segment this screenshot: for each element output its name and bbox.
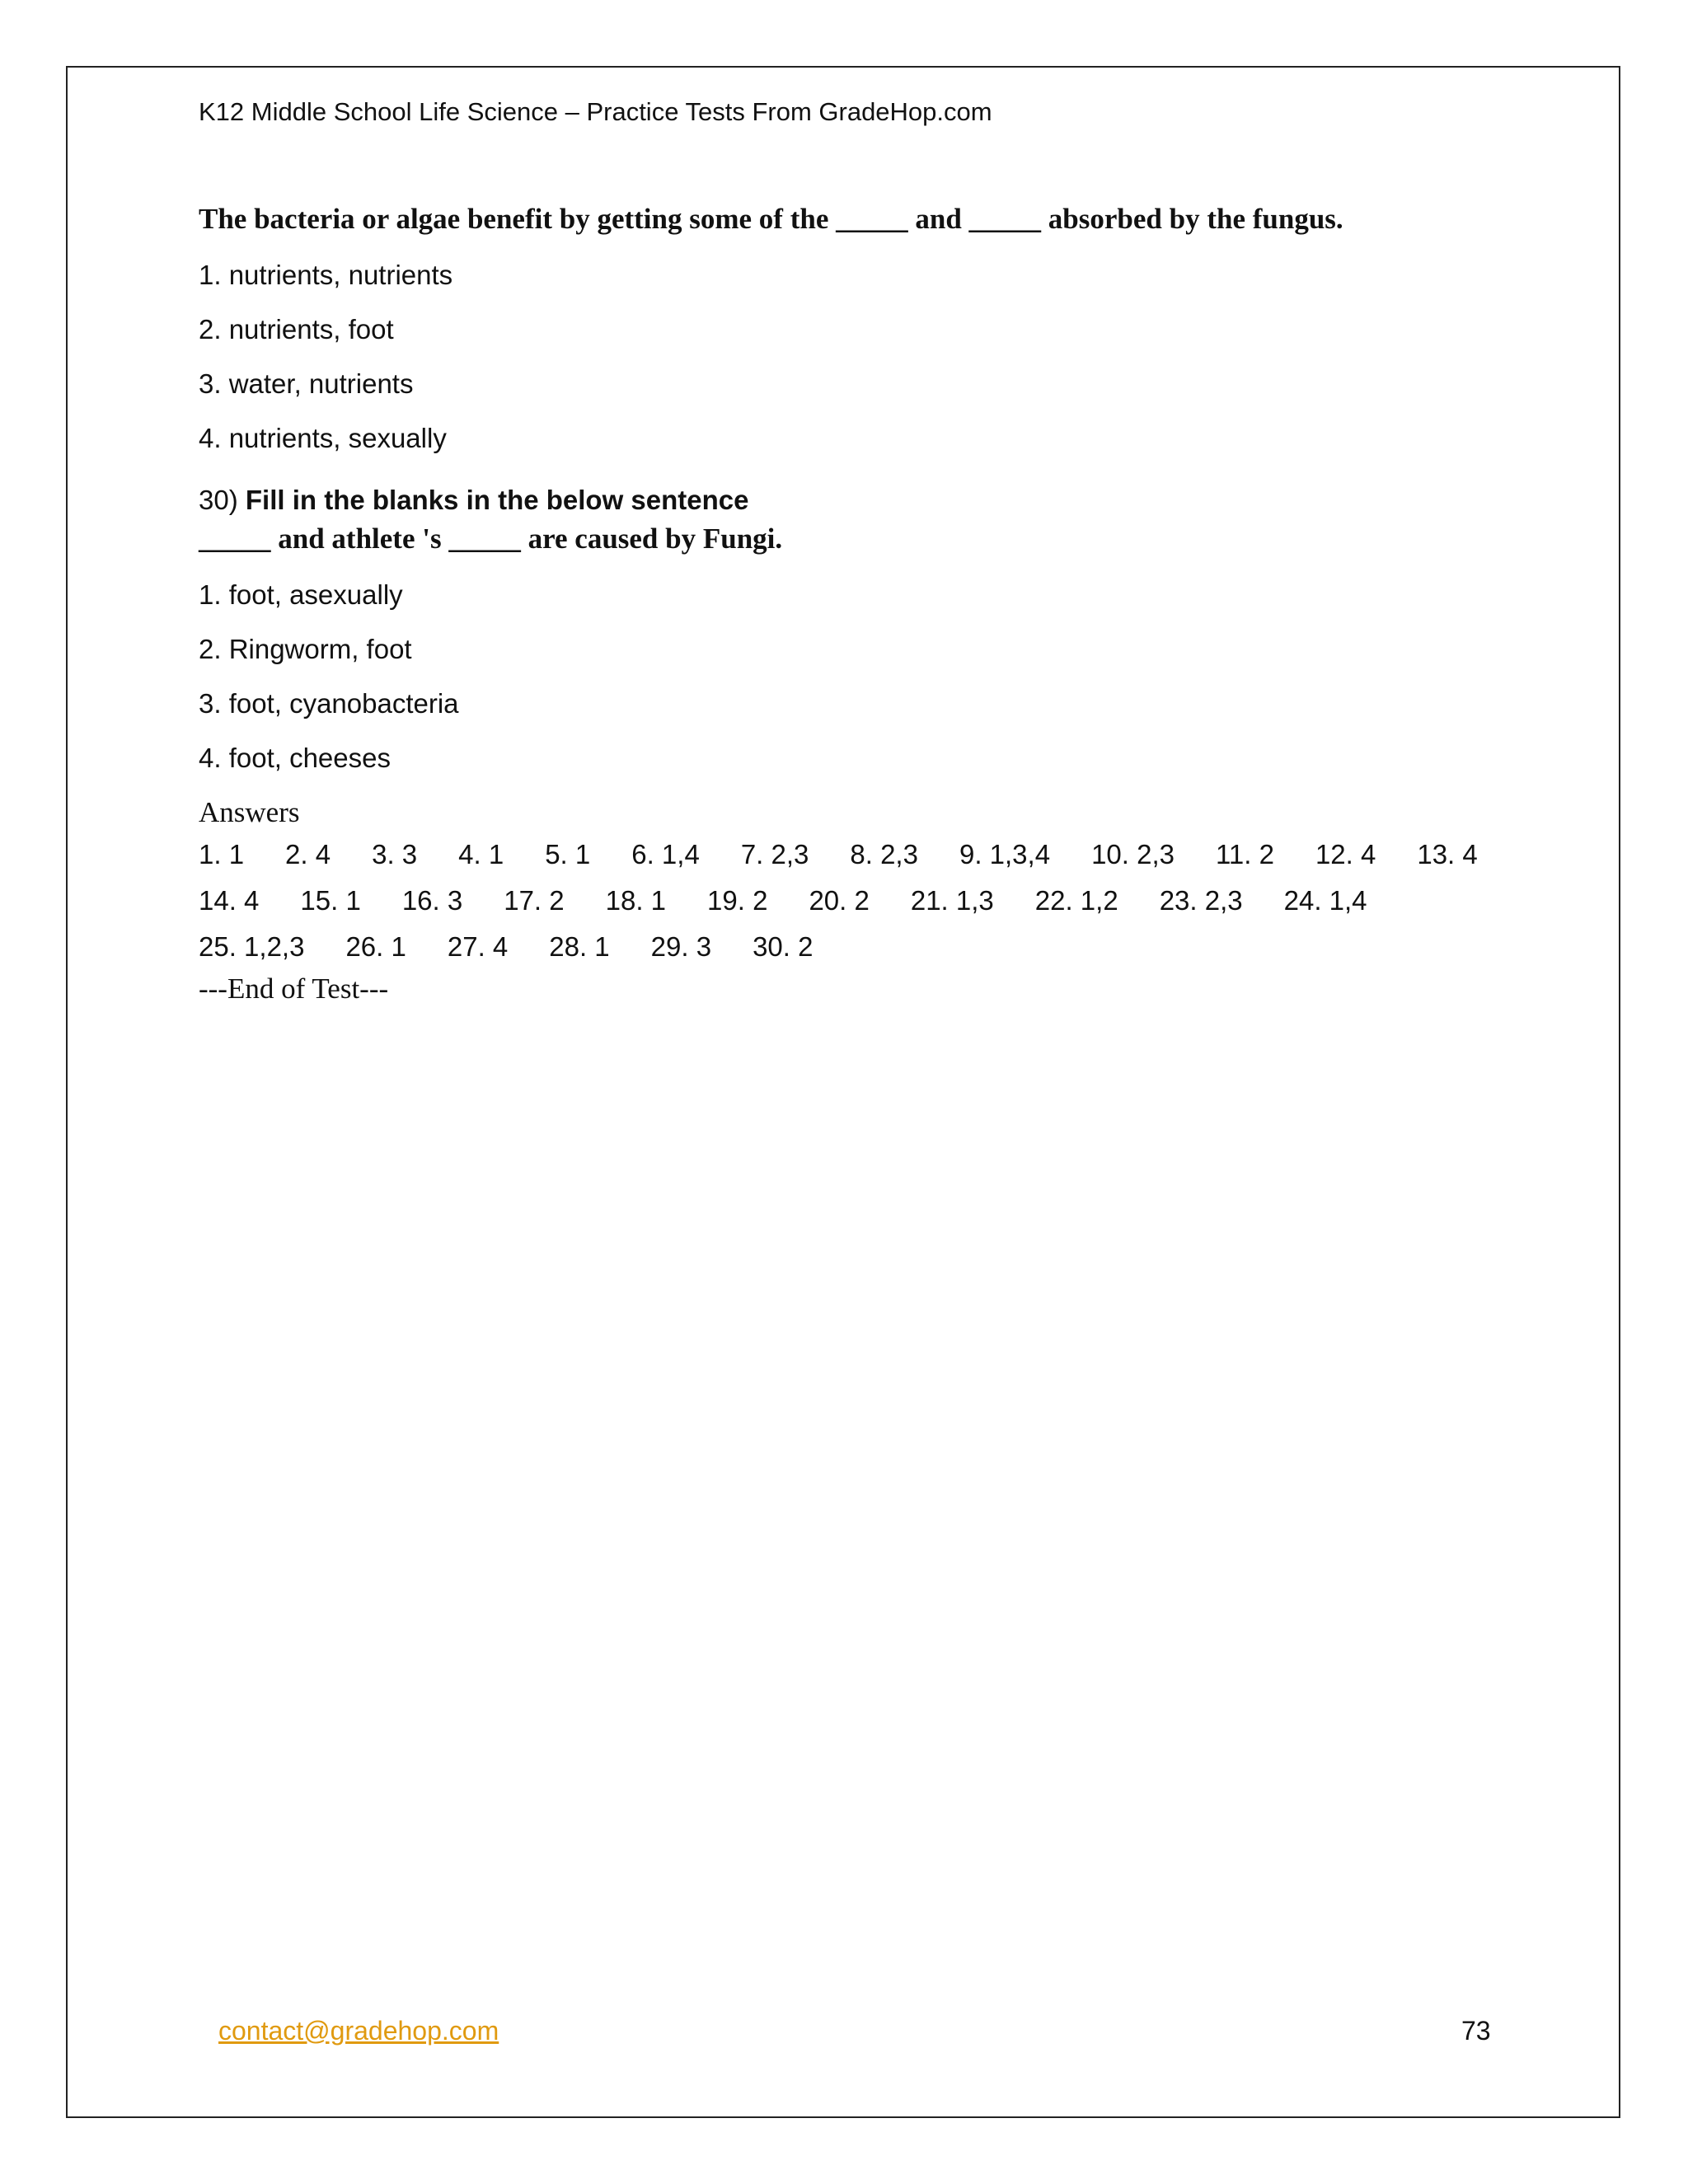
question-30-instruction: Fill in the blanks in the below sentence [245, 485, 749, 515]
answer-item: 21. 1,3 [910, 884, 994, 916]
answer-item: 15. 1 [300, 884, 361, 916]
page-header: K12 Middle School Life Science – Practice Tests From GradeHop.com [199, 97, 992, 126]
question-29-option-1: 1. nutrients, nutrients [199, 260, 453, 290]
answer-item: 13. 4 [1417, 838, 1478, 869]
answer-item: 26. 1 [345, 930, 406, 962]
question-29-option-3: 3. water, nutrients [199, 368, 414, 399]
answer-item: 24. 1,4 [1283, 884, 1367, 916]
answer-item: 5. 1 [545, 838, 591, 869]
answers-title: Answers [199, 795, 300, 828]
answer-item: 19. 2 [707, 884, 768, 916]
answer-item: 18. 1 [605, 884, 667, 916]
answer-item: 1. 1 [199, 838, 245, 869]
question-30-heading [199, 484, 1517, 517]
answer-item: 16. 3 [401, 884, 463, 916]
question-29-option-4: 4. nutrients, sexually [199, 423, 447, 453]
answer-item: 23. 2,3 [1159, 884, 1243, 916]
question-30-stem: _____ and athlete 's _____ are caused by Fungi. [199, 522, 783, 555]
answer-item: 20. 2 [809, 884, 870, 916]
answer-item: 4. 1 [458, 838, 504, 869]
answer-item: 3. 3 [372, 838, 418, 869]
question-29-stem: The bacteria or algae benefit by getting some of the _____ and _____ absorbed by the fungus. [199, 203, 1343, 235]
answer-item: 10. 2,3 [1091, 838, 1175, 869]
answer-item: 22. 1,2 [1034, 884, 1118, 916]
question-30-number: 30) [199, 485, 238, 515]
question-30-option-2: 2. Ringworm, foot [199, 633, 412, 664]
answer-item: 17. 2 [504, 884, 565, 916]
answer-item: 8. 2,3 [850, 838, 918, 869]
question-30-option-1: 1. foot, asexually [199, 579, 403, 610]
answer-item: 29. 3 [650, 930, 712, 962]
answer-item: 25. 1,2,3 [199, 930, 305, 962]
question-30-option-4: 4. foot, cheeses [199, 742, 391, 773]
answer-item: 14. 4 [199, 884, 260, 916]
answer-item: 27. 4 [447, 930, 509, 962]
page-content [199, 202, 1517, 1006]
page-number: 73 [1461, 2016, 1491, 2046]
end-of-test: ---End of Test--- [199, 972, 389, 1005]
answer-item: 28. 1 [549, 930, 610, 962]
answer-item: 30. 2 [753, 930, 814, 962]
answers-list [199, 832, 1501, 970]
answer-item: 2. 4 [285, 838, 331, 869]
answer-item: 9. 1,3,4 [959, 838, 1051, 869]
question-29-option-2: 2. nutrients, foot [199, 314, 394, 344]
answer-item: 11. 2 [1215, 838, 1274, 869]
answer-item: 6. 1,4 [631, 838, 700, 869]
question-30-option-3: 3. foot, cyanobacteria [199, 687, 459, 719]
answer-item: 7. 2,3 [740, 838, 809, 869]
answer-item: 12. 4 [1315, 838, 1376, 869]
contact-email-link[interactable]: contact@gradehop.com [218, 2016, 499, 2046]
